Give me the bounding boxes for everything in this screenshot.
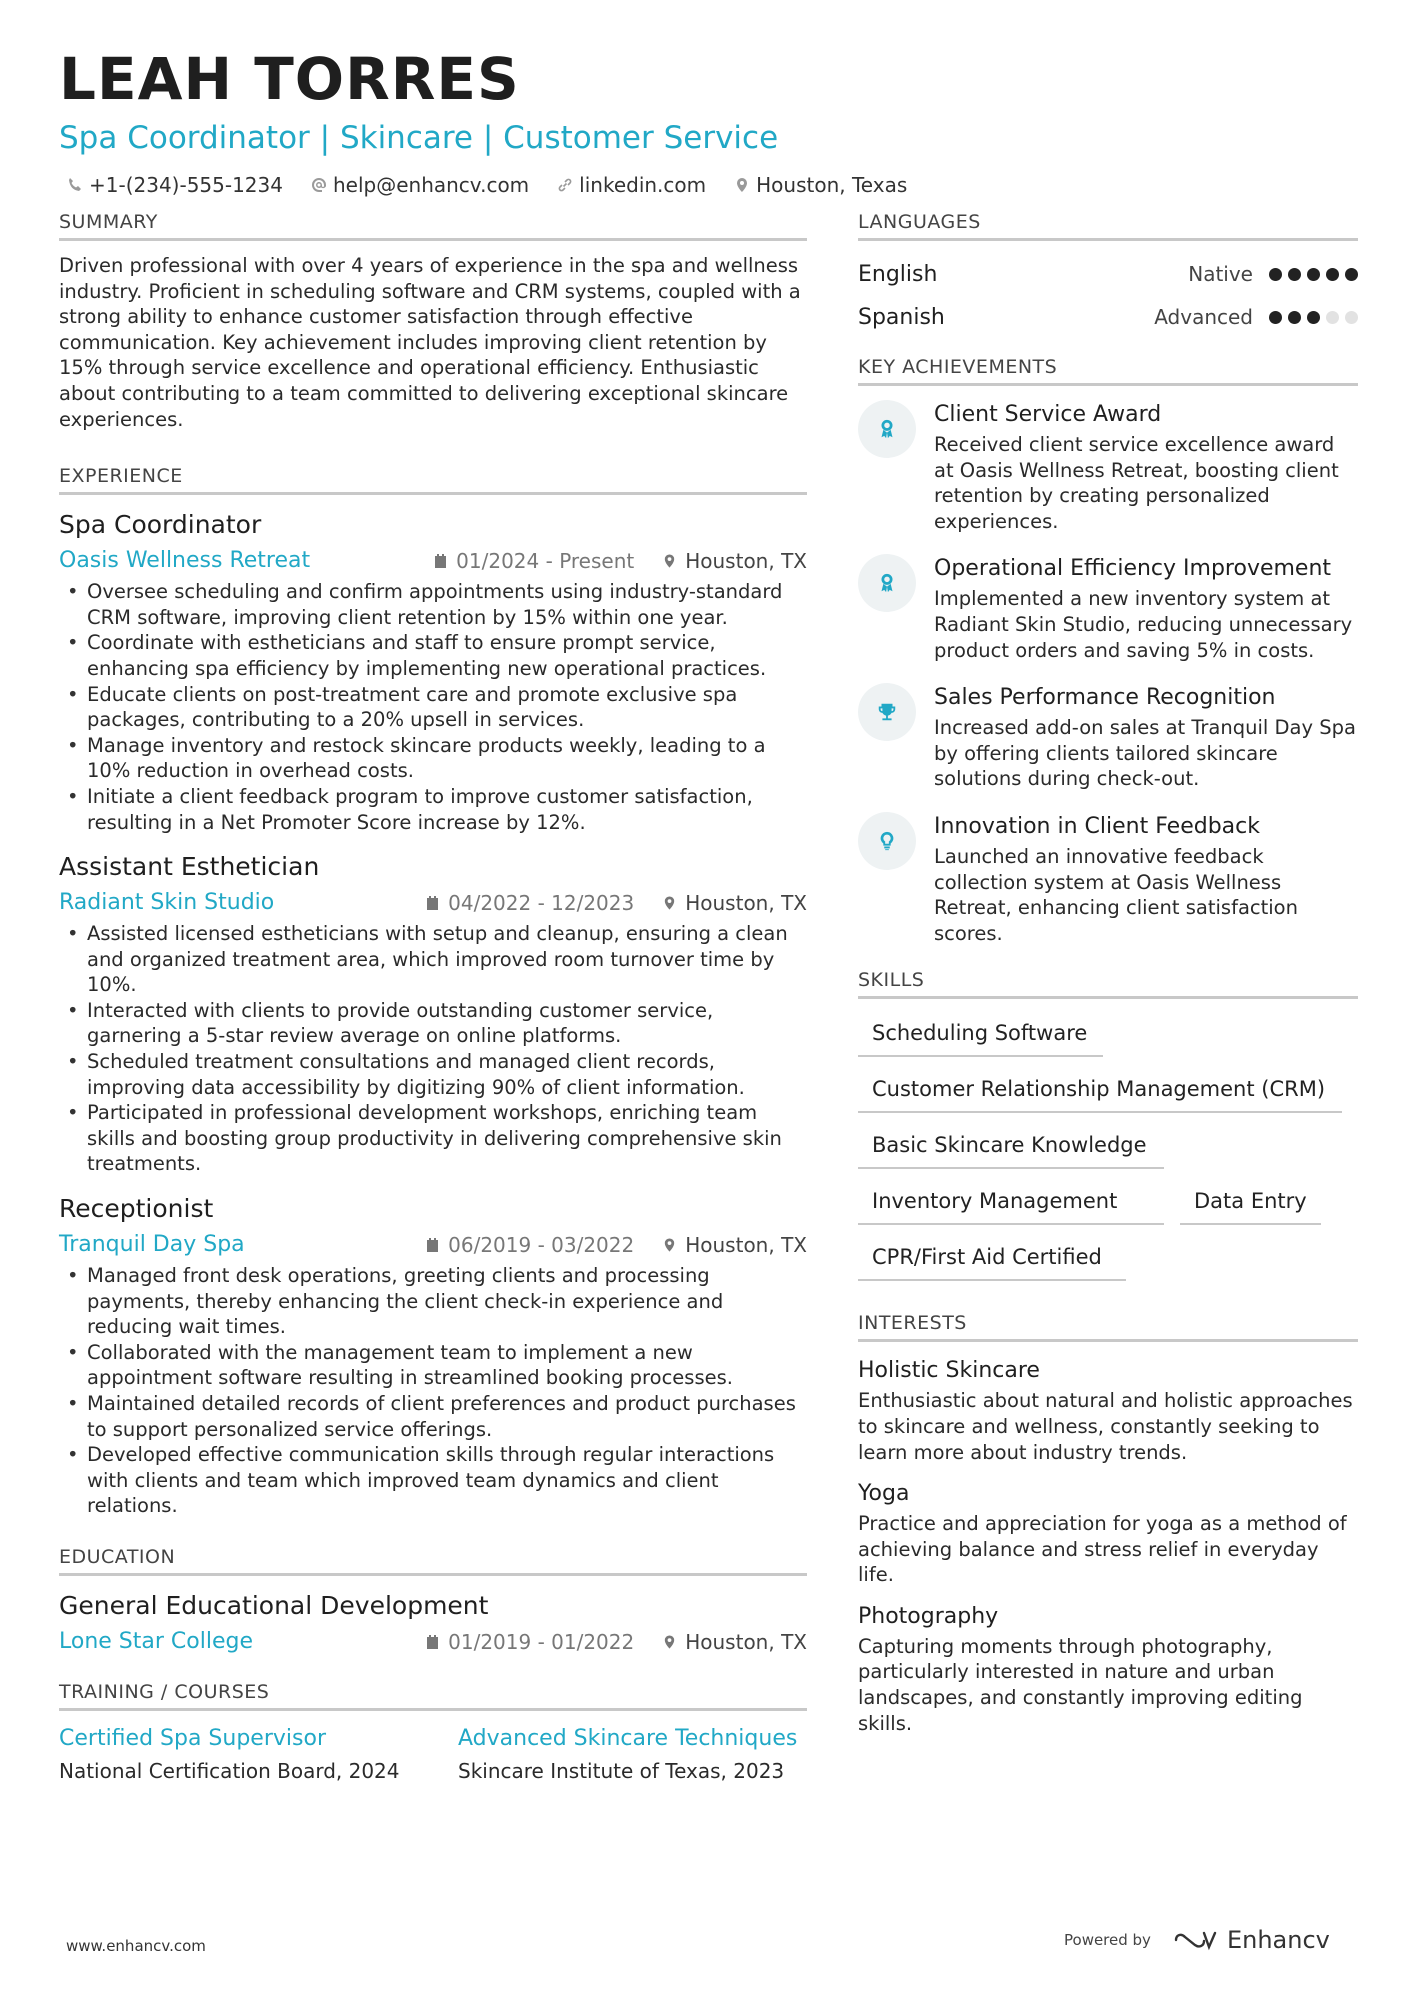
resume-header [59,44,1359,200]
degree-title: General Educational Development [59,1590,489,1620]
job-title: Receptionist [59,1194,214,1224]
interest-desc: Enthusiastic about natural and holistic approaches to skincare and wellness, constantly seeking to learn more about industry trends. [858,1389,1353,1464]
experience-heading: EXPERIENCE [59,462,807,495]
linkedin-text: linkedin.com [579,173,707,197]
interest-title: Photography [858,1603,999,1629]
achievement-item [858,810,1358,946]
rating-dot-empty [1345,311,1358,324]
course-org: National Certification Board, 2024 [59,1758,400,1783]
achievement-item [858,681,1358,792]
job-entry [59,849,807,1177]
course-org: Skincare Institute of Texas, 2023 [458,1758,785,1783]
rating-dot-filled [1288,268,1301,281]
interest-item [858,1600,1358,1736]
left-column [59,208,807,1787]
location-pin-icon [662,1237,677,1253]
skill-list [858,1011,1358,1281]
powered-by-text: Powered by [1064,1931,1151,1949]
language-name: English [858,262,938,287]
bullet-item: • Managed front desk operations, greeting clients and processing payments, thereby enhancing the client check-in experience and reducing wait times. [59,1263,807,1340]
skill-tag: Customer Relationship Management (CRM) [858,1067,1342,1113]
contact-bar [59,170,1359,200]
rating-dot-filled [1345,268,1358,281]
language-rating [1269,311,1358,324]
achievement-desc: Launched an innovative feedback collection system at Oasis Wellness Retreat, enhancing client satisfaction scores. [934,844,1298,945]
job-title: Assistant Esthetician [59,852,320,882]
award-ribbon-icon [858,554,916,612]
course-name: Advanced Skincare Techniques [458,1725,798,1751]
job-dates-text: 04/2022 - 12/2023 [448,891,635,916]
language-row [858,253,1358,296]
job-bullets [59,921,807,1177]
summary-heading: SUMMARY [59,208,807,241]
at-icon [311,177,327,193]
interest-item [858,1354,1358,1465]
contact-linkedin[interactable] [557,170,706,200]
achievement-item [858,552,1358,663]
job-meta [59,885,807,921]
achievement-title: Sales Performance Recognition [934,685,1276,711]
bullet-item: • Maintained detailed records of client preferences and product purchases to support personalized service offerings. [59,1391,807,1442]
email-text: help@enhancv.com [332,173,530,197]
achievement-desc: Implemented a new inventory system at Radiant Skin Studio, reducing unnecessary product orders and saving 5% in costs. [934,587,1353,662]
skill-tag: Data Entry [1180,1179,1321,1225]
achievement-item [858,398,1358,534]
rating-dot-filled [1307,311,1320,324]
interest-list [858,1354,1358,1736]
location-pin-icon [734,177,750,193]
bullet-item: • Initiate a client feedback program to improve customer satisfaction, resulting in a Net Promoter Score increase by 12%. [59,784,807,835]
education-dates [425,1624,634,1660]
calendar-icon [433,553,448,569]
job-dates [425,1227,634,1263]
location-pin-icon [662,1634,677,1650]
interest-desc: Capturing moments through photography, particularly interested in nature and urban landscapes, and constantly improving editing skills. [858,1634,1303,1735]
company-name: Radiant Skin Studio [59,890,275,916]
bullet-item: • Coordinate with estheticians and staff to ensure prompt service, enhancing spa efficiency by implementing new operational practices. [59,630,807,681]
job-bullets [59,1263,807,1519]
skill-tag: CPR/First Aid Certified [858,1235,1126,1281]
language-rating [1269,268,1358,281]
interests-heading: INTERESTS [858,1309,1358,1342]
bullet-item: • Participated in professional development workshops, enriching team skills and boosting group productivity in delivering comprehensive skin treatments. [59,1100,807,1177]
location-pin-icon [662,553,677,569]
enhancv-logo-icon [1173,1928,1219,1952]
education-meta [59,1624,807,1660]
contact-email[interactable] [311,170,529,200]
job-location-text: Houston, TX [685,549,807,574]
skill-tag: Basic Skincare Knowledge [858,1123,1164,1169]
right-column [858,208,1358,1748]
job-entry [59,1191,807,1519]
job-location [662,1227,807,1263]
job-entry [59,507,807,835]
job-dates-text: 01/2024 - Present [456,549,635,574]
lightbulb-icon [858,812,916,870]
job-bullets [59,579,807,835]
calendar-icon [425,895,440,911]
job-meta [59,1227,807,1263]
job-location-text: Houston, TX [685,1233,807,1258]
job-title: Spa Coordinator [59,510,262,540]
company-name: Tranquil Day Spa [59,1232,245,1258]
summary-text: Driven professional with over 4 years of experience in the spa and wellness industry. Proficient in scheduling software and CRM systems, coupled with a strong ability to enhance customer satisfaction through effective communication. Key achievement includes improving client retention by 15% through service excellence and operational efficiency. Enthusiastic about contributing to a team committed to delivering exceptional skincare experiences. [59,254,801,431]
enhancv-logo[interactable] [1173,1926,1330,1954]
contact-location [734,170,907,200]
language-name: Spanish [858,305,945,330]
location-text: Houston, Texas [756,173,908,197]
language-level: Native [1188,262,1253,286]
languages-heading: LANGUAGES [858,208,1358,241]
achievement-desc: Increased add-on sales at Tranquil Day Spa by offering clients tailored skincare solutions during check-out. [934,716,1356,791]
education-location [662,1624,807,1660]
achievement-desc: Received client service excellence award at Oasis Wellness Retreat, boosting client retention by creating personalized experiences. [934,433,1339,533]
location-pin-icon [662,895,677,911]
interest-item [858,1477,1358,1588]
bullet-item: • Scheduled treatment consultations and managed client records, improving data accessibility by digitizing 90% of client information. [59,1049,807,1100]
company-name: Oasis Wellness Retreat [59,548,311,574]
course-item [59,1723,408,1787]
interest-title: Holistic Skincare [858,1358,1040,1384]
job-dates [433,543,634,579]
education-location-text: Houston, TX [685,1629,807,1654]
job-dates [425,885,634,921]
link-icon [557,177,573,193]
skill-tag: Scheduling Software [858,1011,1103,1057]
language-level: Advanced [1154,305,1253,329]
job-location [662,543,807,579]
rating-dot-filled [1307,268,1320,281]
bullet-item: • Developed effective communication skills through regular interactions with clients and team which improved team dynamics and client relations. [59,1442,807,1519]
rating-dot-filled [1326,268,1339,281]
training-heading: TRAINING / COURSES [59,1678,807,1711]
skills-heading: SKILLS [858,966,1358,999]
phone-icon [67,177,83,193]
candidate-title: Spa Coordinator | Skincare | Customer Service [59,120,779,156]
achievement-title: Innovation in Client Feedback [934,813,1260,839]
job-location-text: Houston, TX [685,891,807,916]
phone-text: +1-(234)-555-1234 [89,173,283,197]
bullet-item: • Interacted with clients to provide outstanding customer service, garnering a 5-star review average on online platforms. [59,998,807,1049]
bullet-item: • Collaborated with the management team to implement a new appointment software resulting in streamlined booking processes. [59,1340,807,1391]
course-item [458,1723,807,1787]
achievement-title: Client Service Award [934,402,1162,427]
rating-dot-filled [1269,268,1282,281]
trophy-icon [858,683,916,741]
bullet-item: • Assisted licensed estheticians with setup and cleanup, ensuring a clean and organized treatment area, which improved room turnover time by 10%. [59,921,807,998]
footer-website[interactable]: www.enhancv.com [66,1937,206,1955]
achievements-heading: KEY ACHIEVEMENTS [858,353,1358,386]
language-row [858,296,1358,339]
calendar-icon [425,1634,440,1650]
rating-dot-filled [1269,311,1282,324]
interest-desc: Practice and appreciation for yoga as a method of achieving balance and stress relief in everyday life. [858,1512,1347,1587]
rating-dot-empty [1326,311,1339,324]
course-list [59,1723,807,1787]
calendar-icon [425,1237,440,1253]
candidate-name: LEAH TORRES [59,45,520,113]
job-location [662,885,807,921]
job-dates-text: 06/2019 - 03/2022 [448,1233,635,1258]
award-ribbon-icon [858,400,916,458]
bullet-item: • Oversee scheduling and confirm appointments using industry-standard CRM software, improving client retention by 15% within one year. [59,579,807,630]
footer-branding [1064,1926,1330,1954]
language-list [858,253,1358,339]
achievement-title: Operational Efficiency Improvement [934,556,1332,582]
education-heading: EDUCATION [59,1543,807,1576]
job-meta [59,543,807,579]
contact-phone[interactable] [67,170,283,200]
bullet-item: • Manage inventory and restock skincare products weekly, leading to a 10% reduction in overhead costs. [59,733,807,784]
brand-name: Enhancv [1226,1926,1330,1954]
school-name: Lone Star College [59,1628,253,1654]
course-name: Certified Spa Supervisor [59,1725,326,1751]
achievement-list [858,398,1358,946]
interest-title: Yoga [858,1481,910,1507]
rating-dot-filled [1288,311,1301,324]
skill-tag: Inventory Management [858,1179,1164,1225]
education-dates-text: 01/2019 - 01/2022 [448,1629,635,1654]
bullet-item: • Educate clients on post-treatment care and promote exclusive spa packages, contributing to a 20% upsell in services. [59,682,807,733]
